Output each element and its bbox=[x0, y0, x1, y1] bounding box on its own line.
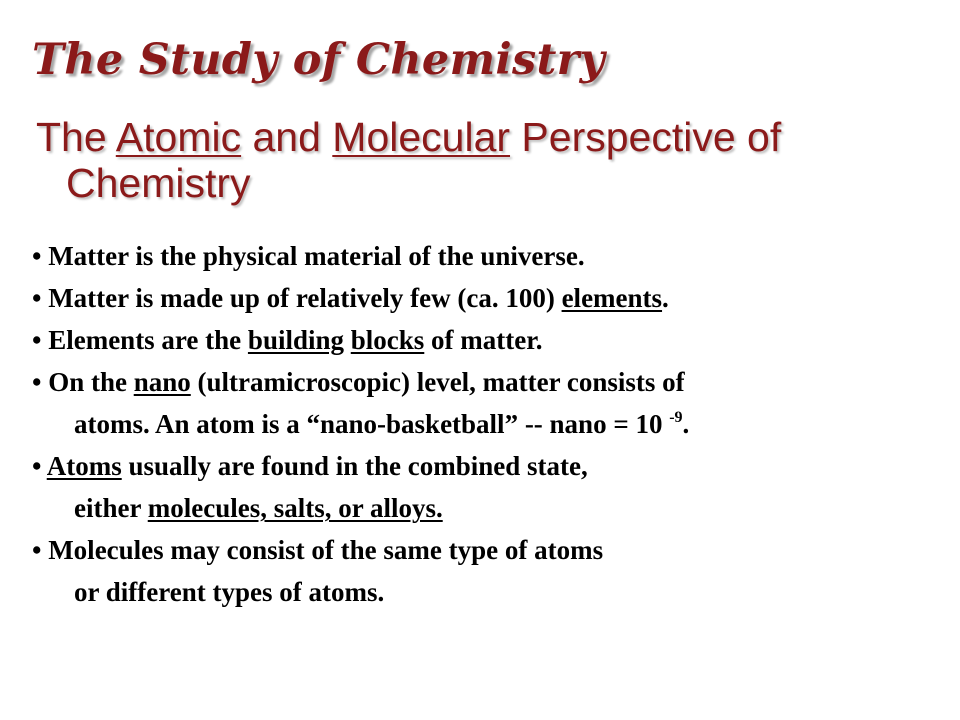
text-run: Chemistry bbox=[66, 160, 251, 206]
bullet-line-continued bbox=[32, 571, 952, 613]
bullet-list bbox=[32, 235, 952, 613]
underlined-term: Molecular bbox=[332, 114, 511, 160]
subtitle-line-1 bbox=[36, 114, 781, 160]
underlined-term: Atomic bbox=[115, 114, 242, 160]
underlined-term: Atoms bbox=[46, 451, 122, 481]
superscript: -9 bbox=[669, 409, 683, 426]
text-run: either bbox=[74, 493, 148, 523]
text-run: of matter. bbox=[424, 325, 543, 355]
text-run: • Molecules may consist of the same type of atoms bbox=[32, 535, 604, 565]
bullet-line bbox=[32, 361, 952, 403]
slide-subtitle bbox=[36, 114, 936, 206]
underlined-term: building bbox=[247, 325, 344, 355]
underlined-term: molecules, salts, or alloys. bbox=[147, 493, 443, 523]
text-run: • On the bbox=[32, 367, 134, 397]
bullet-line bbox=[32, 277, 952, 319]
text-run: (ultramicroscopic) level, matter consists of bbox=[190, 367, 685, 397]
text-run: or different types of atoms. bbox=[74, 577, 385, 607]
bullet-line bbox=[32, 319, 952, 361]
bullet-line-continued bbox=[32, 403, 952, 445]
slide-title: The Study of Chemistry bbox=[32, 35, 605, 85]
bullet-item bbox=[32, 529, 952, 613]
bullet-line bbox=[32, 445, 952, 487]
text-run: The bbox=[36, 114, 116, 160]
bullet-item bbox=[32, 277, 952, 319]
bullet-line bbox=[32, 235, 952, 277]
text-run: • Elements are the bbox=[32, 325, 248, 355]
text-run bbox=[344, 325, 351, 355]
text-run: • Matter is made up of relatively few (ca. 100) bbox=[32, 283, 562, 313]
bullet-item bbox=[32, 445, 952, 529]
text-run: • Matter is the physical material of the universe. bbox=[32, 241, 585, 271]
bullet-line-continued bbox=[32, 487, 952, 529]
bullet-item bbox=[32, 319, 952, 361]
bullet-item bbox=[32, 361, 952, 445]
underlined-term: nano bbox=[133, 367, 191, 397]
text-run: . bbox=[682, 409, 690, 439]
text-run: atoms. An atom is a “nano-basketball” -- nano = 10 bbox=[74, 409, 670, 439]
text-run: Perspective of bbox=[510, 114, 782, 160]
underlined-term: elements bbox=[561, 283, 663, 313]
bullet-item bbox=[32, 235, 952, 277]
text-run: . bbox=[662, 283, 669, 313]
bullet-line bbox=[32, 529, 952, 571]
text-run: usually are found in the combined state, bbox=[121, 451, 588, 481]
underlined-term: blocks bbox=[350, 325, 425, 355]
text-run: • bbox=[32, 451, 47, 481]
text-run: and bbox=[241, 114, 333, 160]
subtitle-line-2 bbox=[36, 160, 936, 206]
